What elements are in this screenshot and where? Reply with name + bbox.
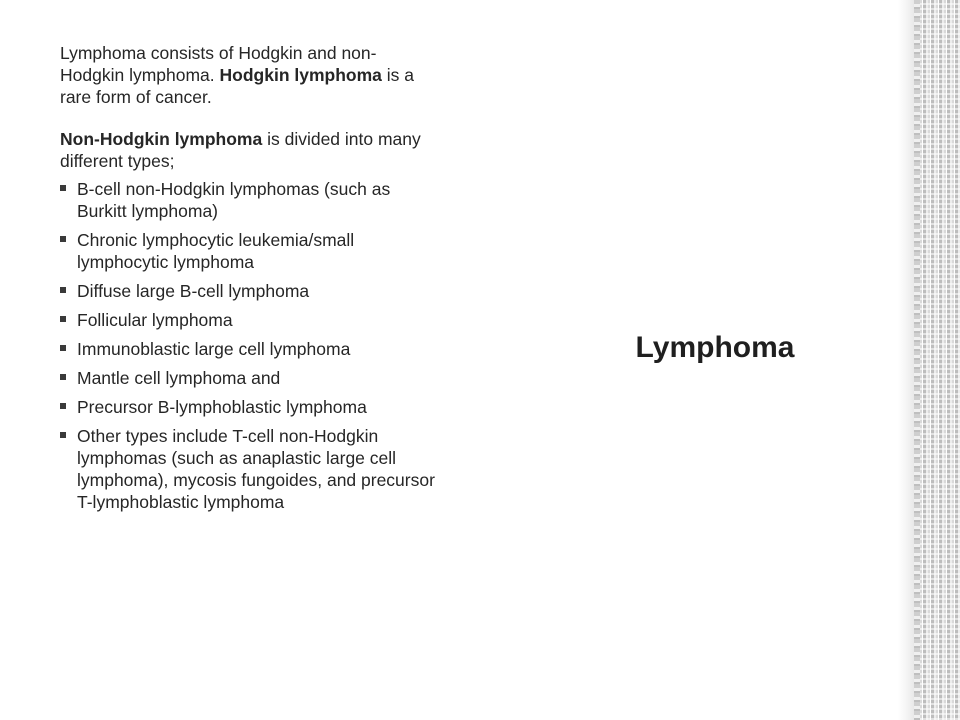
list-item — [60, 178, 435, 222]
decorative-border-edge — [898, 0, 920, 720]
list-item-label: Other types include T-cell non-Hodgkin lymphomas (such as anaplastic large cell lymphoma), mycosis fungoides, and precursor T-lymphoblastic lymphoma — [77, 426, 435, 512]
body-text — [60, 42, 435, 520]
list-item — [60, 367, 435, 389]
list-item-label: Immunoblastic large cell lymphoma — [77, 339, 351, 359]
square-bullet-icon — [60, 432, 66, 438]
square-bullet-icon — [60, 374, 66, 380]
list-item — [60, 396, 435, 418]
division-text: is divided into many different types; — [60, 129, 421, 171]
square-bullet-icon — [60, 316, 66, 322]
list-item-label: B-cell non-Hodgkin lymphomas (such as Burkitt lymphoma) — [77, 179, 391, 221]
decorative-grunge-border — [920, 0, 960, 720]
list-item-label: Mantle cell lymphoma and — [77, 368, 281, 388]
list-item — [60, 229, 435, 273]
intro-text-b: is a rare form of cancer. — [60, 65, 415, 107]
list-item — [60, 280, 435, 302]
division-paragraph — [60, 128, 435, 172]
list-item-label: Follicular lymphoma — [77, 310, 233, 330]
list-item — [60, 338, 435, 360]
list-item — [60, 425, 435, 513]
slide-title: Lymphoma — [635, 331, 795, 364]
list-item-label: Chronic lymphocytic leukemia/small lymphocytic lymphoma — [77, 230, 355, 272]
list-item — [60, 309, 435, 331]
square-bullet-icon — [60, 287, 66, 293]
division-bold: Non-Hodgkin lymphoma — [60, 129, 263, 149]
square-bullet-icon — [60, 403, 66, 409]
lymphoma-types-list — [60, 178, 435, 513]
square-bullet-icon — [60, 236, 66, 242]
intro-bold-a: Hodgkin lymphoma — [219, 65, 382, 85]
square-bullet-icon — [60, 345, 66, 351]
intro-paragraph — [60, 42, 435, 108]
list-item-label: Diffuse large B-cell lymphoma — [77, 281, 310, 301]
list-item-label: Precursor B-lymphoblastic lymphoma — [77, 397, 367, 417]
square-bullet-icon — [60, 185, 66, 191]
intro-text-a: Lymphoma consists of Hodgkin and non-Hodgkin lymphoma. — [60, 43, 377, 85]
